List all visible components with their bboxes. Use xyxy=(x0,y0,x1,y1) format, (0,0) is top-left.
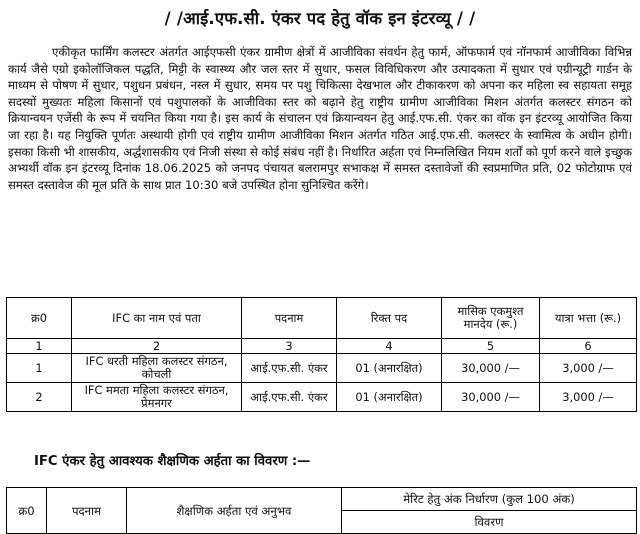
col-header: रिक्त पद xyxy=(337,298,442,339)
col-header: यात्रा भत्ता (रू.) xyxy=(540,298,637,339)
table-header-row xyxy=(7,298,637,339)
ifc-name: IFC ममता महिला कलस्टर संगठन, प्रेमनगर xyxy=(72,383,242,412)
col-header: शैक्षणिक अर्हता एवं अनुभव xyxy=(127,488,342,534)
serial-number: 2 xyxy=(7,383,72,412)
column-number: 3 xyxy=(242,339,337,354)
col-header: क्र0 xyxy=(7,298,72,339)
posts-table xyxy=(6,297,637,412)
col-header: पदनाम xyxy=(242,298,337,339)
column-number: 2 xyxy=(72,339,242,354)
column-number: 4 xyxy=(337,339,442,354)
page-title: / /आई.एफ.सी. एंकर पद हेतु वॉक इन इंटरव्यू / / xyxy=(164,9,476,28)
column-number: 1 xyxy=(7,339,72,354)
ifc-name: IFC धरती महिला कलस्टर संगठन, कोचली xyxy=(72,354,242,383)
honorarium: 30,000 /— xyxy=(442,383,540,412)
honorarium: 30,000 /— xyxy=(442,354,540,383)
travel-allowance: 3,000 /— xyxy=(540,383,637,412)
notice-paragraph: एकीकृत फार्मिंग कलस्टर अंतर्गत आईएफसी एंकर ग्रामीण क्षेत्रों में आजीविका संवर्धन हेतु फार्म, ऑफफार्म एवं नॉनफार्म आजीविका विभिन्न कार्य जैसे एग्रो इकोलॉजिकल पद्धति, मिट्टी के स्वास्थ्य और जल स्तर में सुधार, फसल विविधिकरण और उत्पादकता में सुधार एवं एग्रीन्यूट्री गार्डन के माध्यम से पोषण में सुधार, पशुधन प्रबंधन, नस्ल में सुधार, समय पर पशु चिकित्सा देखभाल और टीकाकरण को अपना कर महिला स्व सहायता समूह सदस्यों मुख्यतः महिला किसानों एवं पशुपालकों के आजीविका स्तर को बढ़ाने हेतु राष्ट्रीय ग्रामीण आजीविका मिशन अंतर्गत कलस्टर संगठन को क्रियान्वयन एजेंसी के रूप में चयनित किया गया है। इस कार्य के संचालन एवं क्रियान्वयन हेतु आई.एफ.सी. एंकर का वॉक इन इंटरव्यू आयोजित किया जा रहा है। यह नियुक्ति पूर्णतः अस्थायी होगी एवं राष्ट्रीय ग्रामीण आजीविका मिशन अंतर्गत गठित आई.एफ.सी. कलस्टर के स्वामित्व के अधीन होगी। इसका किसी भी शासकीय, अर्द्धशासकीय एवं निजी संस्था से कोई संबंध नहीं है। निर्धारित अर्हता एवं निम्नलिखित नियम शर्तों को पूर्ण करने वाले इच्छुक अभ्यर्थी वॉक इन इंटरव्यू दिनांक 18.06.2025 को जनपद पंचायत बलरामपुर सभाकक्ष में समस्त दस्तावेजों की स्वप्रमाणित प्रति, 02 फोटोग्राफ एवं समस्त दस्तावेज की मूल प्रति के साथ प्रात 10:30 बजे उपस्थित होना सुनिश्चित करेंगे। xyxy=(8,45,632,192)
post-name: आई.एफ.सी. एंकर xyxy=(242,354,337,383)
vacancy: 01 (अनारक्षित) xyxy=(337,383,442,412)
col-header: मेरिट हेतु अंक निर्धारण (कुल 100 अंक) xyxy=(342,488,637,511)
col-header: पदनाम xyxy=(47,488,127,534)
travel-allowance: 3,000 /— xyxy=(540,354,637,383)
col-header: क्र0 xyxy=(7,488,47,534)
column-number: 5 xyxy=(442,339,540,354)
post-name: आई.एफ.सी. एंकर xyxy=(242,383,337,412)
qualification-heading: IFC एंकर हेतु आवश्यक शैक्षणिक अर्हता का विवरण :— xyxy=(34,454,311,469)
table-header-row xyxy=(7,488,637,511)
serial-number: 1 xyxy=(7,354,72,383)
table-row xyxy=(7,383,637,412)
column-number: 6 xyxy=(540,339,637,354)
vacancy: 01 (अनारक्षित) xyxy=(337,354,442,383)
table-row xyxy=(7,354,637,383)
column-number-row xyxy=(7,339,637,354)
col-header: IFC का नाम एवं पता xyxy=(72,298,242,339)
qualification-table xyxy=(6,487,637,534)
col-header: मासिक एकमुश्त मानदेय (रू.) xyxy=(442,298,540,339)
col-subheader: विवरण xyxy=(342,511,637,534)
